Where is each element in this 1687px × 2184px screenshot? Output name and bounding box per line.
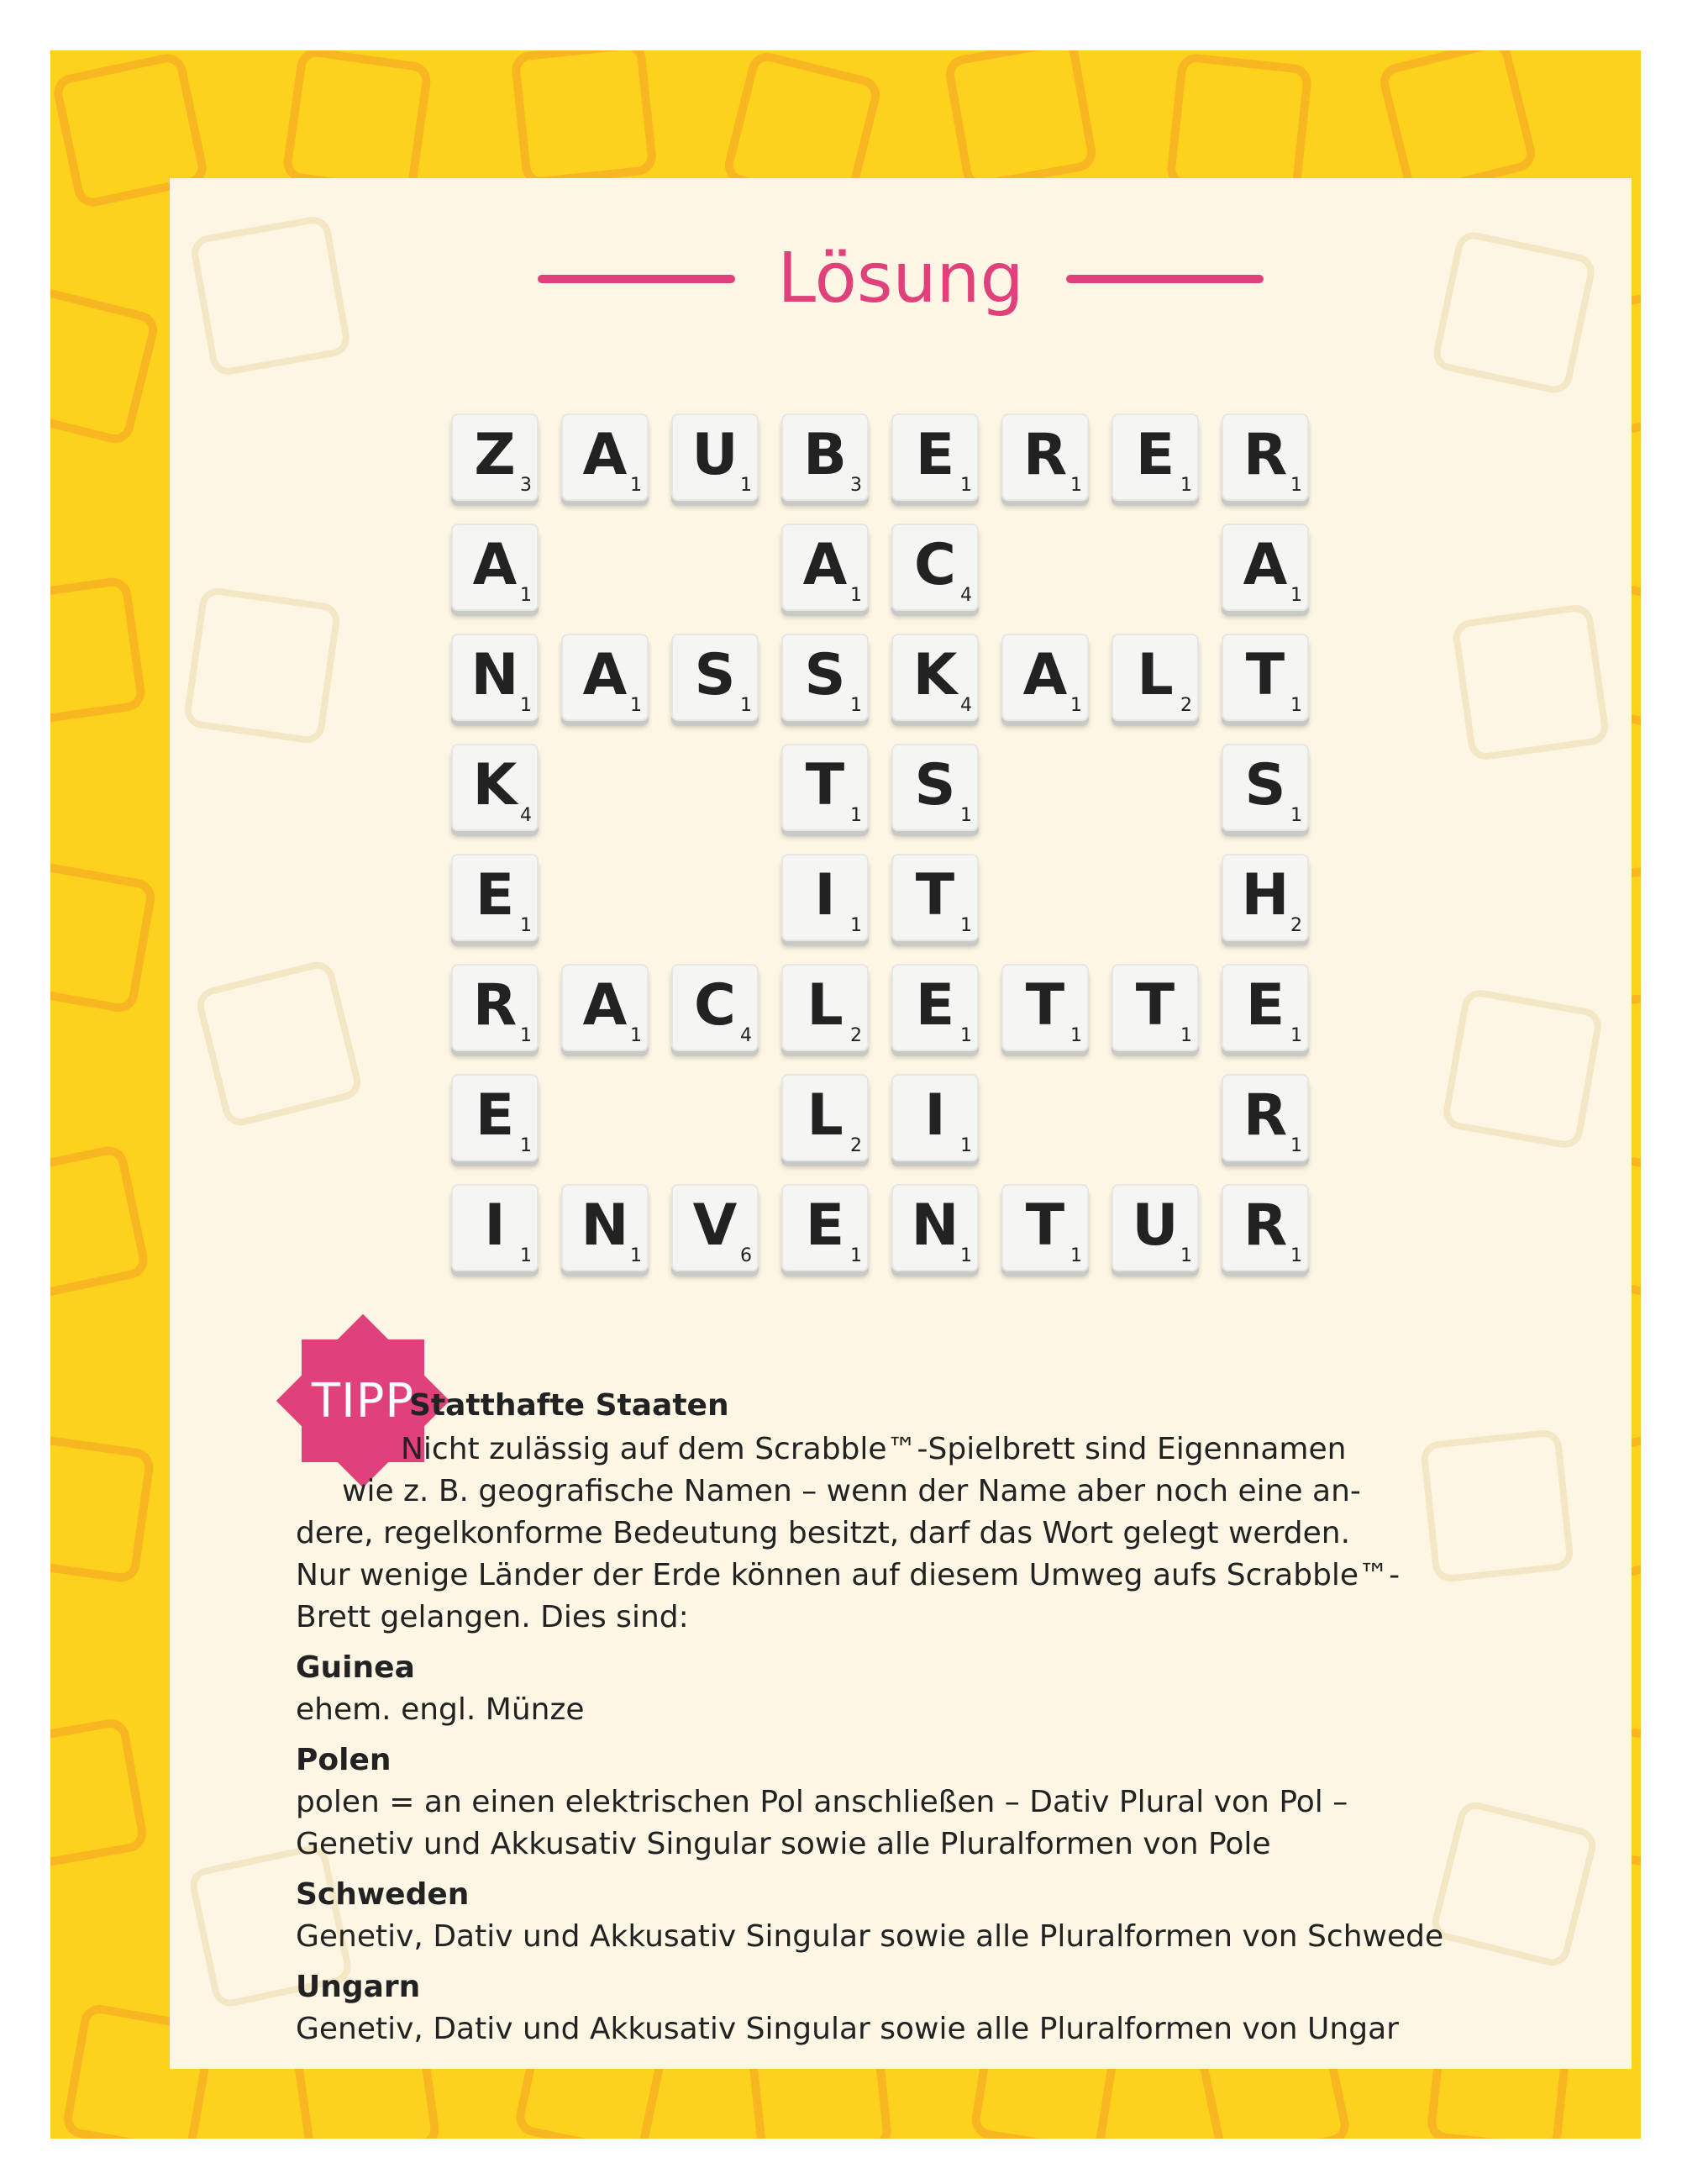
page-frame <box>50 50 1641 2139</box>
tile-letter: T <box>1135 972 1175 1039</box>
letter-tile <box>1112 413 1199 501</box>
letter-tile <box>451 524 539 611</box>
tile-score: 1 <box>850 805 862 826</box>
tile-score: 4 <box>960 585 972 606</box>
tile-letter: L <box>807 1082 844 1149</box>
tile-letter: S <box>914 752 956 818</box>
letter-tile <box>891 524 979 611</box>
tile-letter: U <box>691 422 738 488</box>
tile-score: 1 <box>960 1135 972 1156</box>
letter-tile <box>1222 854 1309 941</box>
tile-letter: L <box>1137 642 1174 708</box>
tile-score: 1 <box>960 475 972 496</box>
letter-tile <box>671 634 759 721</box>
crossword-board <box>451 413 1321 1296</box>
country-polen <box>296 1739 1581 1866</box>
tile-score: 1 <box>960 1245 972 1266</box>
tile-score: 4 <box>520 805 532 826</box>
tile-score: 1 <box>520 695 532 716</box>
tile-score: 1 <box>1290 475 1302 496</box>
tile-letter: R <box>1243 422 1288 488</box>
tile-score: 6 <box>740 1245 752 1266</box>
tile-score: 1 <box>1290 805 1302 826</box>
letter-tile <box>561 413 649 501</box>
letter-tile <box>781 1074 869 1161</box>
letter-tile <box>1222 524 1309 611</box>
country-description: polen = an einen elektrischen Pol anschließen – Dativ Plural von Pol – <box>296 1785 1348 1819</box>
tip-body <box>296 1429 1581 2050</box>
tile-letter: T <box>1245 642 1285 708</box>
tile-score: 1 <box>520 585 532 606</box>
tile-letter: I <box>924 1082 946 1149</box>
tile-letter: S <box>804 642 846 708</box>
letter-tile <box>451 413 539 501</box>
tile-score: 1 <box>1180 475 1192 496</box>
letter-tile <box>1222 744 1309 831</box>
tile-letter: C <box>694 972 736 1039</box>
country-description: Genetiv, Dativ und Akkusativ Singular sowie alle Pluralformen von Ungar <box>296 2012 1399 2046</box>
tile-letter: E <box>1245 972 1285 1039</box>
tile-score: 1 <box>520 915 532 936</box>
letter-tile <box>1112 964 1199 1051</box>
tile-letter: Z <box>474 422 516 488</box>
tile-score: 1 <box>630 475 642 496</box>
tile-score: 1 <box>1180 1245 1192 1266</box>
tile-score: 1 <box>850 1245 862 1266</box>
solution-heading <box>170 237 1632 321</box>
tile-score: 3 <box>850 475 862 496</box>
letter-tile <box>451 1184 539 1271</box>
heading-rule-right <box>1066 275 1264 283</box>
letter-tile <box>561 964 649 1051</box>
letter-tile <box>451 854 539 941</box>
tile-letter: I <box>484 1192 506 1259</box>
tile-letter: A <box>582 422 628 488</box>
tile-letter: U <box>1132 1192 1179 1259</box>
letter-tile <box>1112 634 1199 721</box>
letter-tile <box>781 524 869 611</box>
letter-tile <box>781 1184 869 1271</box>
tile-score: 2 <box>1290 915 1302 936</box>
tile-score: 1 <box>850 915 862 936</box>
country-name: Schweden <box>296 1877 470 1912</box>
letter-tile <box>1222 1074 1309 1161</box>
letter-tile <box>451 634 539 721</box>
tile-score: 1 <box>1290 585 1302 606</box>
tile-letter: E <box>1135 422 1175 488</box>
letter-tile <box>781 964 869 1051</box>
tile-letter: A <box>582 972 628 1039</box>
tile-score: 1 <box>1070 475 1082 496</box>
tile-score: 1 <box>960 1025 972 1046</box>
letter-tile <box>451 964 539 1051</box>
heading-rule-left <box>538 275 735 283</box>
tip-line: wie z. B. geografische Namen – wenn der Name aber noch eine an- <box>342 1474 1361 1508</box>
tile-letter: B <box>803 422 847 488</box>
letter-tile <box>451 1074 539 1161</box>
content-panel <box>170 178 1632 2069</box>
letter-tile <box>671 413 759 501</box>
letter-tile <box>781 634 869 721</box>
tile-score: 2 <box>850 1025 862 1046</box>
tile-letter: R <box>1022 422 1068 488</box>
tile-score: 1 <box>960 915 972 936</box>
tile-letter: V <box>692 1192 738 1259</box>
tile-letter: I <box>814 862 836 929</box>
tile-letter: E <box>915 972 955 1039</box>
letter-tile <box>781 413 869 501</box>
tile-letter: T <box>1025 972 1065 1039</box>
letter-tile <box>1222 964 1309 1051</box>
tile-letter: T <box>805 752 845 818</box>
letter-tile <box>1222 1184 1309 1271</box>
country-guinea <box>296 1647 1581 1731</box>
tile-score: 3 <box>520 475 532 496</box>
letter-tile <box>1222 634 1309 721</box>
tile-letter: N <box>581 1192 629 1259</box>
letter-tile <box>891 1074 979 1161</box>
tile-score: 1 <box>1290 1025 1302 1046</box>
tile-score: 2 <box>850 1135 862 1156</box>
tile-score: 1 <box>1070 1245 1082 1266</box>
tile-letter: R <box>1243 1192 1288 1259</box>
country-description: Genetiv und Akkusativ Singular sowie alle Pluralformen von Pole <box>296 1827 1271 1861</box>
letter-tile <box>891 854 979 941</box>
letter-tile <box>671 1184 759 1271</box>
tile-letter: C <box>914 532 956 598</box>
tile-letter: A <box>472 532 518 598</box>
tile-letter: K <box>472 752 518 818</box>
letter-tile <box>891 964 979 1051</box>
tile-score: 1 <box>520 1135 532 1156</box>
tile-letter: E <box>915 422 955 488</box>
tile-letter: E <box>475 862 515 929</box>
letter-tile <box>891 413 979 501</box>
tile-score: 1 <box>960 805 972 826</box>
letter-tile <box>891 1184 979 1271</box>
tile-letter: H <box>1241 862 1290 929</box>
tile-score: 1 <box>520 1025 532 1046</box>
tile-score: 4 <box>740 1025 752 1046</box>
tile-letter: A <box>1243 532 1288 598</box>
letter-tile <box>1001 634 1089 721</box>
letter-tile <box>1001 1184 1089 1271</box>
letter-tile <box>561 634 649 721</box>
tile-letter: A <box>1022 642 1068 708</box>
letter-tile <box>1222 413 1309 501</box>
tipp-label: TIPP <box>311 1373 415 1429</box>
tile-letter: T <box>915 862 955 929</box>
tile-score: 1 <box>850 585 862 606</box>
tile-score: 1 <box>1290 1135 1302 1156</box>
letter-tile <box>561 1184 649 1271</box>
tip-line: dere, regelkonforme Bedeutung besitzt, darf das Wort gelegt werden. <box>296 1516 1351 1550</box>
tile-letter: A <box>802 532 848 598</box>
tile-letter: E <box>475 1082 515 1149</box>
tile-score: 1 <box>850 695 862 716</box>
tile-letter: R <box>1243 1082 1288 1149</box>
tile-letter: T <box>1025 1192 1065 1259</box>
tile-score: 1 <box>740 475 752 496</box>
tile-letter: A <box>582 642 628 708</box>
tile-score: 1 <box>1290 695 1302 716</box>
tile-letter: L <box>807 972 844 1039</box>
letter-tile <box>891 744 979 831</box>
tile-letter: S <box>1244 752 1286 818</box>
tile-score: 1 <box>1180 1025 1192 1046</box>
tile-score: 1 <box>520 1245 532 1266</box>
tile-score: 1 <box>630 695 642 716</box>
page-title: Lösung <box>777 239 1024 318</box>
country-name: Guinea <box>296 1650 415 1685</box>
tile-score: 1 <box>1290 1245 1302 1266</box>
tip-title: Statthafte Staaten <box>409 1388 729 1423</box>
tile-score: 1 <box>630 1025 642 1046</box>
country-description: ehem. engl. Münze <box>296 1692 585 1727</box>
tile-score: 4 <box>960 695 972 716</box>
tip-line: Nur wenige Länder der Erde können auf diesem Umweg aufs Scrabble™- <box>296 1558 1401 1592</box>
tile-letter: K <box>912 642 958 708</box>
country-ungarn <box>296 1966 1581 2050</box>
tile-score: 2 <box>1180 695 1192 716</box>
letter-tile <box>781 854 869 941</box>
tip-line: Nicht zulässig auf dem Scrabble™-Spielbrett sind Eigennamen <box>401 1432 1347 1466</box>
letter-tile <box>671 964 759 1051</box>
letter-tile <box>1001 413 1089 501</box>
letter-tile <box>451 744 539 831</box>
letter-tile <box>891 634 979 721</box>
tile-letter: R <box>472 972 518 1039</box>
country-schweden <box>296 1874 1581 1958</box>
tile-score: 1 <box>1070 695 1082 716</box>
tile-letter: E <box>805 1192 845 1259</box>
country-name: Polen <box>296 1743 392 1777</box>
country-name: Ungarn <box>296 1970 421 2004</box>
tip-line: Brett gelangen. Dies sind: <box>296 1600 689 1634</box>
tile-letter: N <box>911 1192 959 1259</box>
country-description: Genetiv, Dativ und Akkusativ Singular sowie alle Pluralformen von Schwede <box>296 1919 1444 1954</box>
tile-score: 1 <box>740 695 752 716</box>
tile-letter: S <box>694 642 736 708</box>
letter-tile <box>781 744 869 831</box>
tile-score: 1 <box>630 1245 642 1266</box>
letter-tile <box>1001 964 1089 1051</box>
tile-letter: N <box>470 642 519 708</box>
tile-score: 1 <box>1070 1025 1082 1046</box>
letter-tile <box>1112 1184 1199 1271</box>
